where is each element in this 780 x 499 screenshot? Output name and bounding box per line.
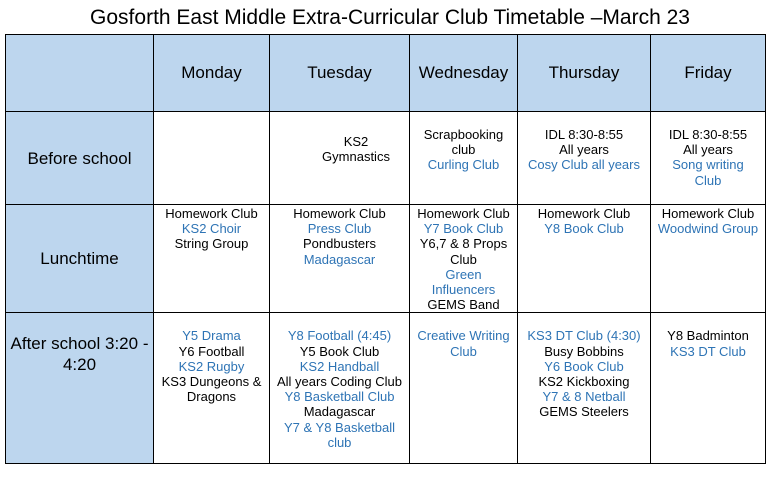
club-entry: KS3 DT Club (4:30) [527,328,641,344]
club-entry: Y6 Book Club [544,358,624,374]
club-entry: Press Club [307,221,372,237]
club-entry: Creative Writing [417,328,510,344]
cell-after-school-tuesday [270,313,410,464]
club-entry: Y8 Football (4:45) [287,328,392,344]
cell-before-school-tuesday [270,112,410,205]
club-entry: Y5 Drama [182,328,241,344]
club-entry: Madagascar [303,251,376,267]
day-header-thursday: Thursday [518,35,651,112]
club-entry: IDL 8:30-8:55 [668,127,748,142]
club-entry: Homework Club [661,206,755,221]
club-entry: KS2 Handball [299,358,380,374]
cell-after-school-wednesday [410,313,518,464]
club-entry: Homework Club [417,206,510,221]
club-entry: GEMS Steelers [539,404,629,420]
club-entry: Pondbusters [303,236,376,252]
club-entry: Club [450,251,477,267]
club-entry: KS3 Dungeons & [161,374,262,390]
club-entry: Busy Bobbins [544,343,624,359]
club-entry: Y6 Football [178,343,245,359]
corner-cell [6,35,154,112]
club-entry: KS3 DT Club [670,343,746,359]
day-header-tuesday: Tuesday [270,35,410,112]
club-entry: IDL 8:30-8:55 [544,127,624,142]
club-entry: Y7 & 8 Netball [542,389,626,405]
cell-lunchtime-wednesday [410,205,518,313]
club-entry: KS2 Kickboxing [538,374,630,390]
cell-before-school-wednesday [410,112,518,205]
row-lunchtime [6,205,766,313]
club-entry: KS2 Choir [181,221,242,237]
cell-before-school-thursday [518,112,651,205]
club-entry: Y8 Basketball Club [284,389,395,405]
club-entry: Madagascar [303,404,376,420]
club-entry: club [451,142,476,158]
club-entry: Y6,7 & 8 Props [419,236,508,252]
row-after-school [6,313,766,464]
club-entry: Club [694,172,722,188]
club-entry: Y7 Book Club [423,221,504,237]
club-entry: All years Coding Club [276,374,402,390]
club-entry: All years [559,142,609,158]
cell-before-school-monday [154,112,270,205]
club-entry: All years [683,142,733,158]
cell-lunchtime-monday [154,205,270,313]
club-entry: KS2 [343,134,369,149]
club-entry: Gymnastics [322,149,390,165]
page-title: Gosforth East Middle Extra-Curricular Club Timetable –March 23 [90,6,690,29]
day-header-friday: Friday [651,35,766,112]
club-entry: Green [445,266,482,282]
club-entry: Y8 Badminton [667,328,749,344]
day-header-wednesday: Wednesday [410,35,518,112]
row-header-after-school: After school 3:20 - 4:20 [6,313,154,464]
club-entry: Woodwind Group [657,221,759,237]
cell-after-school-friday [651,313,766,464]
timetable [5,34,766,464]
cell-before-school-friday [651,112,766,205]
club-entry: Y8 Book Club [544,221,624,237]
club-entry: Homework Club [537,206,631,221]
row-before-school [6,112,766,205]
club-entry: GEMS Band [427,297,500,313]
club-entry: Song writing [672,157,744,173]
club-entry: Influencers [431,282,496,298]
club-entry: KS2 Rugby [178,358,245,374]
cell-after-school-thursday [518,313,651,464]
row-header-lunchtime: Lunchtime [6,205,154,313]
club-entry: Cosy Club all years [528,157,640,173]
cell-lunchtime-tuesday [270,205,410,313]
club-entry: Scrapbooking [423,127,504,142]
club-entry: Y5 Book Club [299,343,380,359]
club-entry: Homework Club [165,206,258,221]
club-entry: club [327,434,352,450]
club-entry: Dragons [186,389,237,405]
day-header-monday: Monday [154,35,270,112]
header-row [6,35,766,112]
club-entry: Homework Club [293,206,386,221]
cell-lunchtime-friday [651,205,766,313]
club-entry: Y7 & Y8 Basketball [283,419,396,435]
row-header-before-school: Before school [6,112,154,205]
club-entry: Curling Club [427,157,500,173]
cell-lunchtime-thursday [518,205,651,313]
club-entry: Club [450,343,477,359]
club-entry: String Group [174,236,249,252]
cell-after-school-monday [154,313,270,464]
